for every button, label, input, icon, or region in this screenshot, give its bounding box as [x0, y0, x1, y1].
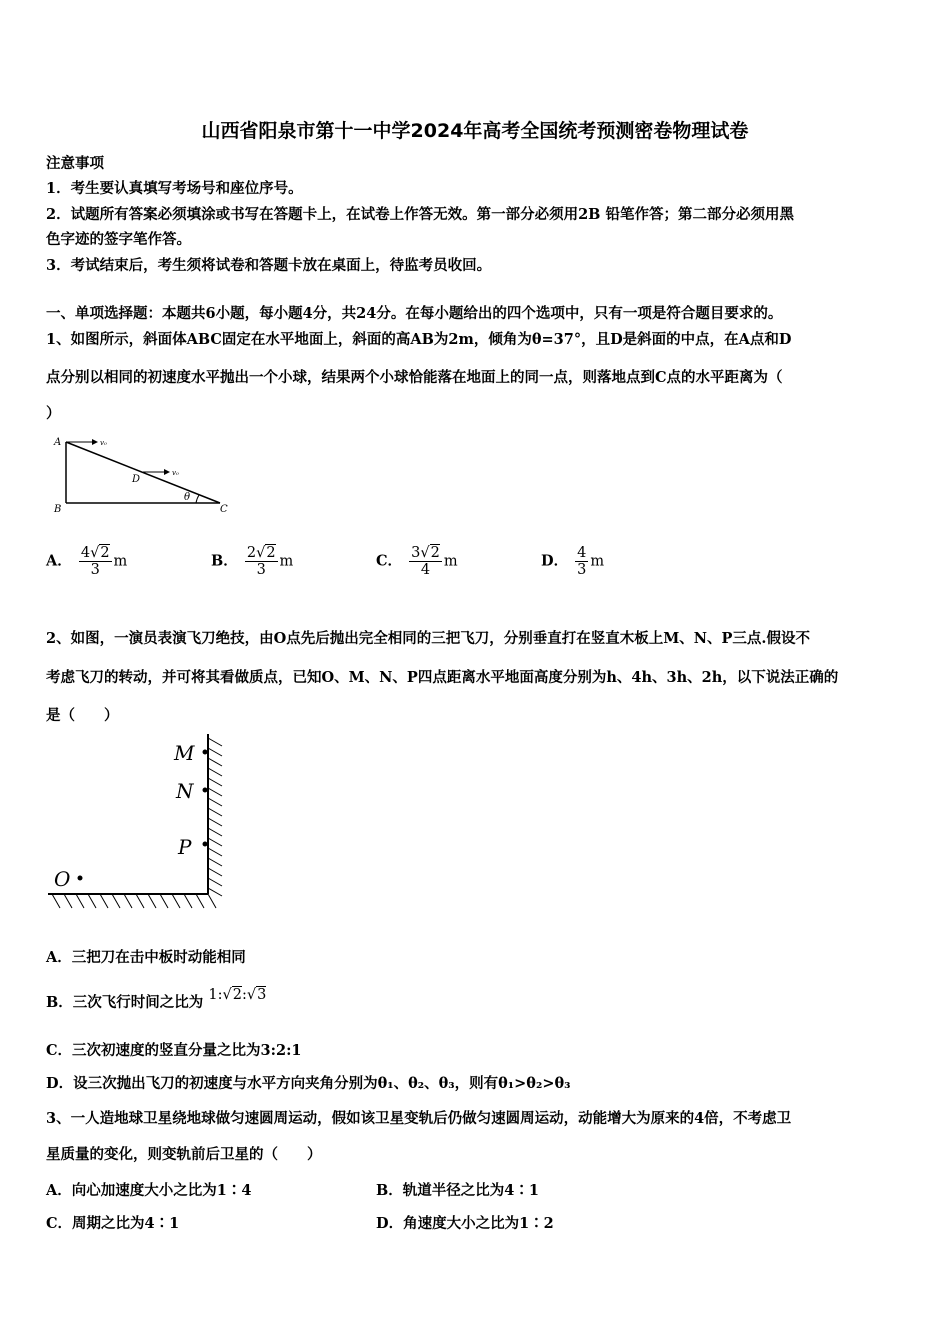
notice-item: 色字迹的签字笔作答。 — [46, 231, 191, 248]
q1-option-b[interactable]: B． $\frac{2√2}{3}$ m — [211, 545, 294, 578]
label-N: N — [176, 779, 194, 803]
label-O: O — [54, 867, 71, 891]
q3-option-a[interactable]: A．向心加速度大小之比为1∶4 — [46, 1182, 252, 1199]
label-D: D — [132, 474, 141, 485]
q1-incline-figure — [48, 432, 238, 516]
q2-text-line: 是（ ） — [46, 707, 119, 724]
section-heading: 一、单项选择题：本题共6小题，每小题4分，共24分。在每小题给出的四个选项中，只有一项是符合题目要求的。 — [46, 305, 783, 322]
q2-text-line: 2、如图，一演员表演飞刀绝技，由O点先后抛出完全相同的三把飞刀，分别垂直打在竖直木板上M、N、P三点.假设不 — [46, 630, 810, 647]
label-v0-a: v₀ — [100, 439, 107, 447]
q2-option-c[interactable]: C．三次初速度的竖直分量之比为3:2:1 — [46, 1042, 302, 1059]
q2-text-line: 考虑飞刀的转动，并可将其看做质点，已知O、M、N、P四点距离水平地面高度分别为h、4h、3h、2h，以下说法正确的 — [46, 669, 839, 686]
notice-heading: 注意事项 — [46, 155, 104, 172]
notice-item: 2．试题所有答案必须填涂或书写在答题卡上，在试卷上作答无效。第一部分必须用2B 铅笔作答；第二部分必须用黑 — [46, 206, 794, 223]
q1-text-line: ） — [46, 405, 61, 422]
notice-item: 1．考生要认真填写考场号和座位序号。 — [46, 180, 303, 197]
q1-text-line: 点分别以相同的初速度水平抛出一个小球，结果两个小球恰能落在地面上的同一点，则落地点到C点的水平距离为（ — [46, 369, 783, 386]
q3-text-line: 3、一人造地球卫星绕地球做匀速圆周运动，假如该卫星变轨后仍做匀速圆周运动，动能增大为原来的4倍，不考虑卫 — [46, 1110, 792, 1127]
notice-item: 3．考试结束后，考生须将试卷和答题卡放在桌面上，待监考员收回。 — [46, 257, 492, 274]
q1-option-d[interactable]: D． $\frac{4}{3}$ m — [541, 545, 605, 578]
label-P: P — [178, 835, 192, 859]
q2-option-a[interactable]: A．三把刀在击中板时动能相同 — [46, 949, 246, 966]
label-v0-d: v₀ — [172, 469, 179, 477]
q2-option-d[interactable]: D．设三次抛出飞刀的初速度与水平方向夹角分别为θ₁、θ₂、θ₃，则有θ₁>θ₂>θ₃ — [46, 1075, 571, 1092]
q2-wall-figure — [44, 732, 234, 914]
q3-option-d[interactable]: D．角速度大小之比为1∶2 — [376, 1215, 554, 1232]
q3-text-line: 星质量的变化，则变轨前后卫星的（ ） — [46, 1146, 322, 1163]
q2-option-b[interactable]: B．三次飞行时间之比为 1:√2:√3 — [46, 987, 267, 1011]
q3-option-c[interactable]: C．周期之比为4∶1 — [46, 1215, 180, 1232]
q1-option-c[interactable]: C． $\frac{3√2}{4}$ m — [376, 545, 458, 578]
label-B: B — [54, 504, 62, 515]
label-C: C — [220, 504, 228, 515]
label-theta: θ — [184, 492, 191, 503]
label-M: M — [174, 741, 195, 765]
page-title: 山西省阳泉市第十一中学2024年高考全国统考预测密卷物理试卷 — [201, 120, 749, 142]
q1-option-a[interactable]: A． $\frac{4√2}{3}$ m — [46, 545, 128, 578]
label-A: A — [54, 437, 62, 448]
q1-text-line: 1、如图所示，斜面体ABC固定在水平地面上，斜面的高AB为2m，倾角为θ=37°，且D是斜面的中点，在A点和D — [46, 331, 792, 348]
q3-option-b[interactable]: B．轨道半径之比为4∶1 — [376, 1182, 539, 1199]
